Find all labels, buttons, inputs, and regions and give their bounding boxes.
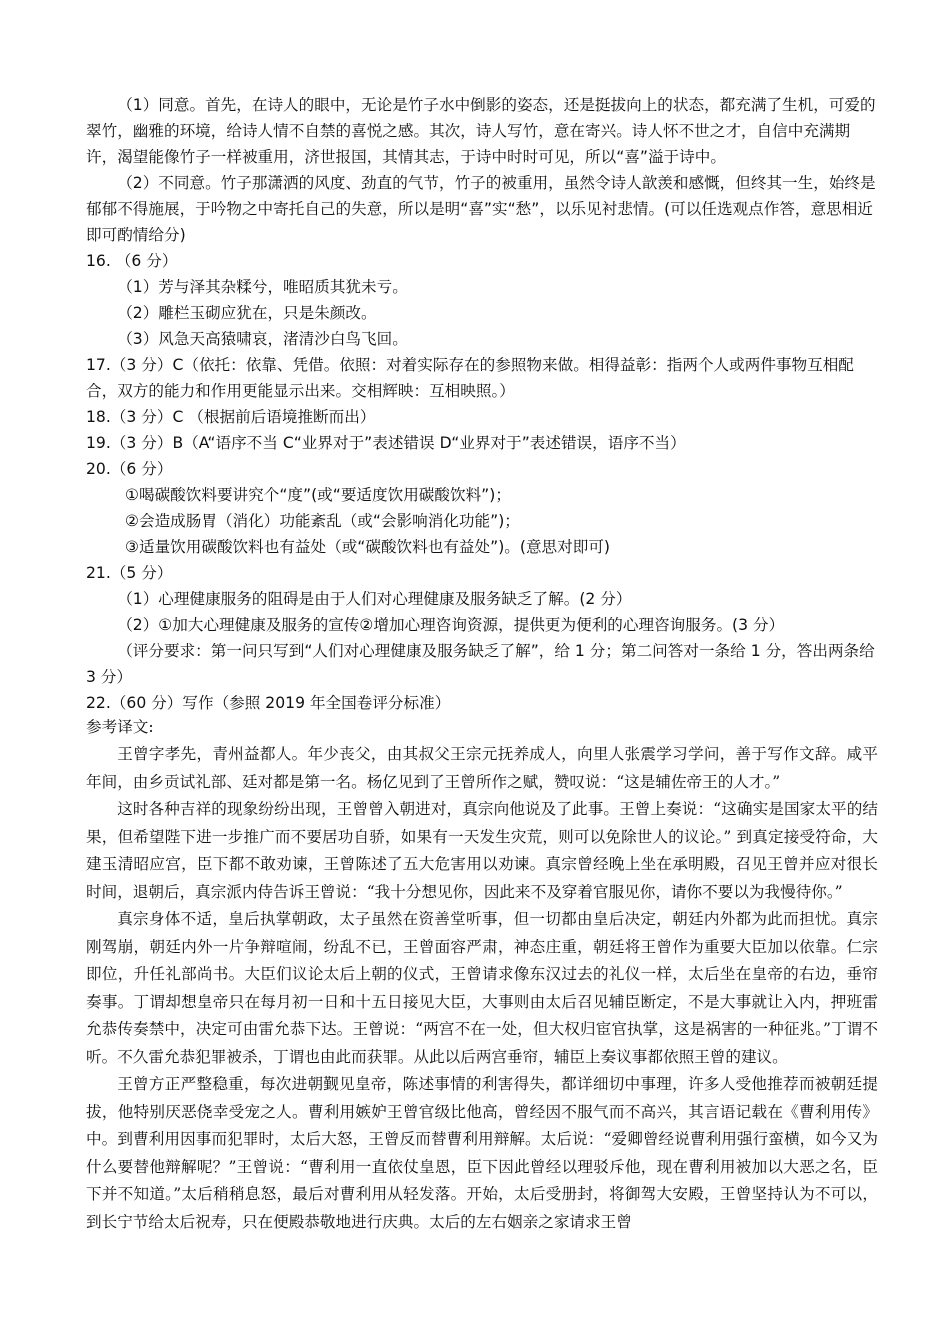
- answer-18: 18.（3 分）C （根据前后语境推断而出）: [86, 408, 376, 426]
- question-20-heading: 20.（6 分）: [86, 460, 173, 478]
- answer-22: 22.（60 分）写作（参照 2019 年全国卷评分标准）: [86, 694, 451, 712]
- answer-16-3: （3）风急天高猿啸哀，渚清沙白鸟飞回。: [117, 330, 408, 348]
- translation-title: 参考译文:: [86, 718, 154, 736]
- answer-20-3: ③适量饮用碳酸饮料也有益处（或“碳酸饮料也有益处”)。(意思对即可): [125, 538, 611, 556]
- answer-20-1: ①喝碳酸饮料要讲究个“度”(或“要适度饮用碳酸饮料”)；: [125, 486, 511, 504]
- answer-section: [86, 92, 876, 716]
- answer-16-1: （1）芳与泽其杂糅兮，唯昭质其犹未亏。: [117, 278, 408, 296]
- answer-17: 17.（3 分）C（依托：依靠、凭借。依照：对着实际存在的参照物来做。相得益彰：指两个人或两件事物互相配合，双方的能力和作用更能显示出来。交相辉映：互相映照。）: [86, 356, 854, 400]
- translation-paragraph: 真宗身体不适，皇后执掌朝政，太子虽然在资善堂听事，但一切都由皇后决定，朝廷内外都为此而担忧。真宗刚驾崩，朝廷内外一片争辩喧闹，纷乱不已，王曾面容严肃，神态庄重，朝廷将王曾作为重要大臣加以依靠。仁宗即位，升任礼部尚书。大臣们议论太后上朝的仪式，王曾请求像东汉过去的礼仪一样，太后坐在皇帝的右边，垂帘奏事。丁谓却想皇帝只在每月初一日和十五日接见大臣，大事则由太后召见辅臣断定，不是大事就让入内，押班雷允恭传奏禁中，决定可由雷允恭下达。王曾说：“两宫不在一处，但大权归宦官执掌，这是祸害的一种征兆。”丁谓不听。不久雷允恭犯罪被杀，丁谓也由此而获罪。从此以后两宫垂帘，辅臣上奏议事都依照王曾的建议。: [86, 910, 878, 1066]
- answer-19: 19.（3 分）B（A“语序不当 C“业界对于”表述错误 D“业界对于”表述错误，语序不当）: [86, 434, 686, 452]
- answer-15-2: （2）不同意。竹子那潇洒的风度、劲直的气节，竹子的被重用，虽然令诗人歆羡和感慨，但终其一生，始终是郁郁不得施展，于吟物之中寄托自己的失意，所以是明“喜”实“愁”，以乐见衬悲情。(可以任选观点作答，意思相近即可酌情给分): [86, 174, 876, 244]
- answer-21-2: （2）①加大心理健康及服务的宣传②增加心理咨询资源，提供更为便利的心理咨询服务。(3 分）: [117, 616, 785, 634]
- reference-translation: [86, 713, 878, 1236]
- answer-16-2: （2）雕栏玉砌应犹在，只是朱颜改。: [117, 304, 377, 322]
- answer-20-2: ②会造成肠胃（消化）功能紊乱（或“会影响消化功能”)；: [125, 512, 520, 530]
- translation-paragraph: 王曾方正严整稳重，每次进朝觐见皇帝，陈述事情的利害得失，都详细切中事理，许多人受他推荐而被朝廷提拔，他特别厌恶侥幸受宠之人。曹利用嫉妒王曾官级比他高，曾经因不服气而不高兴，其言语记载在《曹利用传》中。到曹利用因事而犯罪时，太后大怒，王曾反而替曹利用辩解。太后说：“爱卿曾经说曹利用强行蛮横，如今又为什么要替他辩解呢？”王曾说：“曹利用一直依仗皇恩，臣下因此曾经以理驳斥他，现在曹利用被加以大恶之名，臣下并不知道。”太后稍稍息怒，最后对曹利用从轻发落。开始，太后受册封，将御驾大安殿，王曾坚持认为不可以，到长宁节给太后祝寿，只在便殿恭敬地进行庆典。太后的左右姻亲之家请求王曾: [86, 1075, 878, 1231]
- question-16-heading: 16. （6 分）: [86, 252, 178, 270]
- question-21-heading: 21.（5 分）: [86, 564, 173, 582]
- translation-paragraph: 王曾字孝先，青州益都人。年少丧父，由其叔父王宗元抚养成人，向里人张震学习学问，善于写作文辞。咸平年间，由乡贡试礼部、廷对都是第一名。杨亿见到了王曾所作之赋，赞叹说：“这是辅佐帝王的人才。”: [86, 745, 878, 791]
- translation-paragraph: 这时各种吉祥的现象纷纷出现，王曾曾入朝进对，真宗向他说及了此事。王曾上奏说：“这确实是国家太平的结果，但希望陛下进一步推广而不要居功自骄，如果有一天发生灾荒，则可以免除世人的议论。” 到真定接受符命，大建玉清昭应宫，臣下都不敢劝谏，王曾陈述了五大危害用以劝谏。真宗曾经晚上坐在承明殿，召见王曾并应对很长时间，退朝后，真宗派内侍告诉王曾说：“我十分想见你，因此来不及穿着官服见你，请你不要以为我慢待你。”: [86, 800, 878, 901]
- answer-15-1: （1）同意。首先，在诗人的眼中，无论是竹子水中倒影的姿态，还是挺拔向上的状态，都充满了生机，可爱的翠竹，幽雅的环境，给诗人情不自禁的喜悦之感。其次，诗人写竹，意在寄兴。诗人怀不世之才，自信中充满期许，渴望能像竹子一样被重用，济世报国，其情其志，于诗中时时可见，所以“喜”溢于诗中。: [86, 96, 876, 166]
- answer-21-1: （1）心理健康服务的阻碍是由于人们对心理健康及服务缺乏了解。(2 分）: [117, 590, 632, 608]
- answer-21-scoring-note: （评分要求：第一问只写到“人们对心理健康及服务缺乏了解”，给 1 分；第二问答对一条给 1 分，答出两条给 3 分）: [86, 642, 875, 686]
